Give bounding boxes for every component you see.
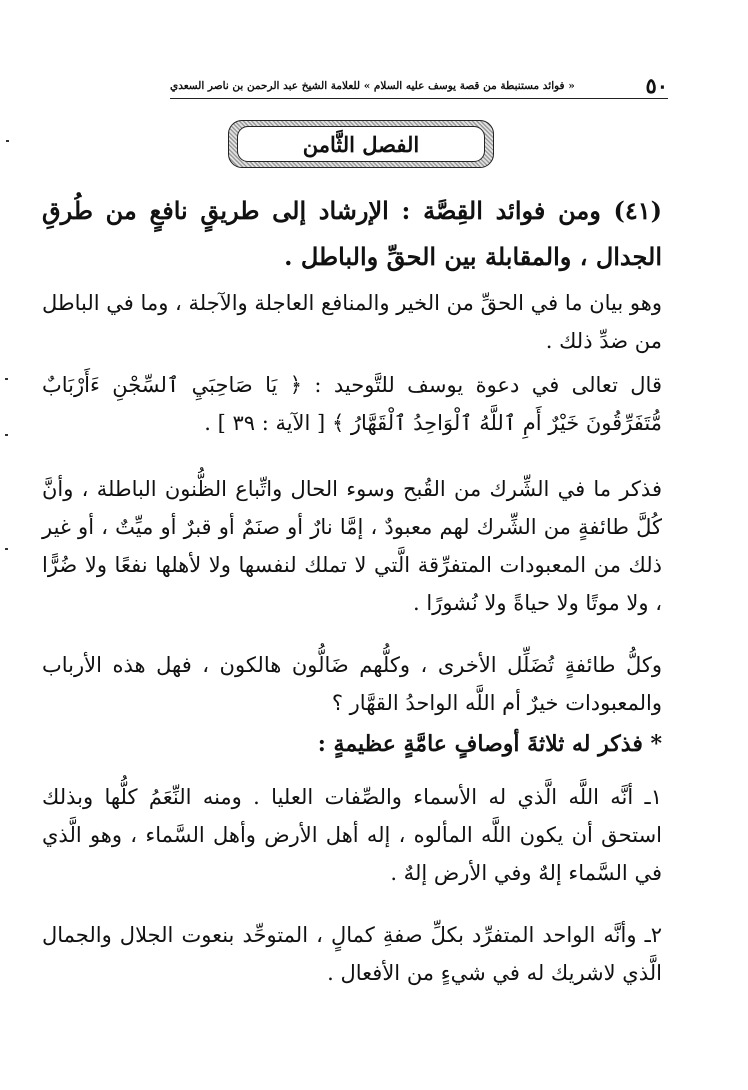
running-title: « فوائد مستنبطة من قصة يوسف عليه السلام » للعلامة الشيخ عبد الرحمن بن ناصر السعدي (170, 80, 575, 92)
margin-mark (5, 378, 8, 380)
verse-intro: قال تعالى في دعوة يوسف للتَّوحيد : (314, 373, 662, 397)
subheading: * فذكر له ثلاثةَ أوصافٍ عامَّةٍ عظيمةٍ : (317, 731, 662, 757)
margin-mark (5, 434, 8, 436)
list-item-2: ٢ـ وأنَّه الواحد المتفرِّد بكلِّ صفةِ كمالٍ ، المتوحِّد بنعوت الجلال والجمال الَّذي لاشريك له في شيءٍ من الأفعال . (42, 923, 662, 985)
chapter-title: الفصل الثَّامن (237, 126, 485, 162)
paragraph-explanation: وهو بيان ما في الحقِّ من الخير والمنافع العاجلة والآجلة ، وما في الباطل من ضدِّ ذلك . (42, 291, 662, 353)
page-header (170, 74, 668, 99)
paragraph-question: وكلُّ طائفةٍ تُضَلِّل الأخرى ، وكلُّهم ضَالُّون هالكون ، فهل هذه الأرباب والمعبودات خيرٌ أم اللَّه الواحدُ القهَّار ؟ (42, 653, 662, 715)
margin-mark (5, 548, 8, 550)
verse-reference: [ الآية : ٣٩ ] . (204, 411, 326, 435)
paragraph-shirk: فذكر ما في الشِّرك من القُبح وسوء الحال واتِّباع الظُّنون الباطلة ، وأنَّ كُلَّ طائفةٍ من الشِّرك لهم معبودٌ ، إمَّا نارٌ أو صنَمٌ أو قبرٌ أو ميِّتٌ ، أو غير ذلك من المعبودات المتفرِّقة الَّتي لا تملك لنفسها ولا لأهلها نفعًا ولا ضُرًّا ، ولا موتًا ولا حياةً ولا نُشورًا . (42, 477, 662, 615)
chapter-title-frame (228, 120, 494, 168)
quran-verse: ﴿ يَا صَاحِبَيِ ٱلسِّجْنِ ءَأَرْبَابٌ مُّتَفَرِّقُونَ خَيْرٌ أَمِ ٱللَّهُ ٱلْوَاحِدُ ٱلْقَهَّارُ ﴾ (42, 373, 662, 435)
paragraph-verse (42, 366, 662, 442)
margin-mark (6, 140, 9, 142)
section-heading: (٤١) ومن فوائد القِصَّة : الإرشاد إلى طريقٍ نافعٍ من طُرقِ الجدال ، والمقابلة بين الحقِّ والباطل . (42, 196, 662, 271)
page-number: ٥٠ (645, 72, 668, 98)
list-item-1: ١ـ أنَّه اللَّه الَّذي له الأسماء والصِّفات العليا . ومنه النِّعَمُ كلُّها وبذلك استحق أن يكون اللَّه المألوه ، إله أهل الأرض وأهل السَّماء ، وهو الَّذي في السَّماء إلهٌ وفي الأرض إلهٌ . (42, 785, 662, 885)
